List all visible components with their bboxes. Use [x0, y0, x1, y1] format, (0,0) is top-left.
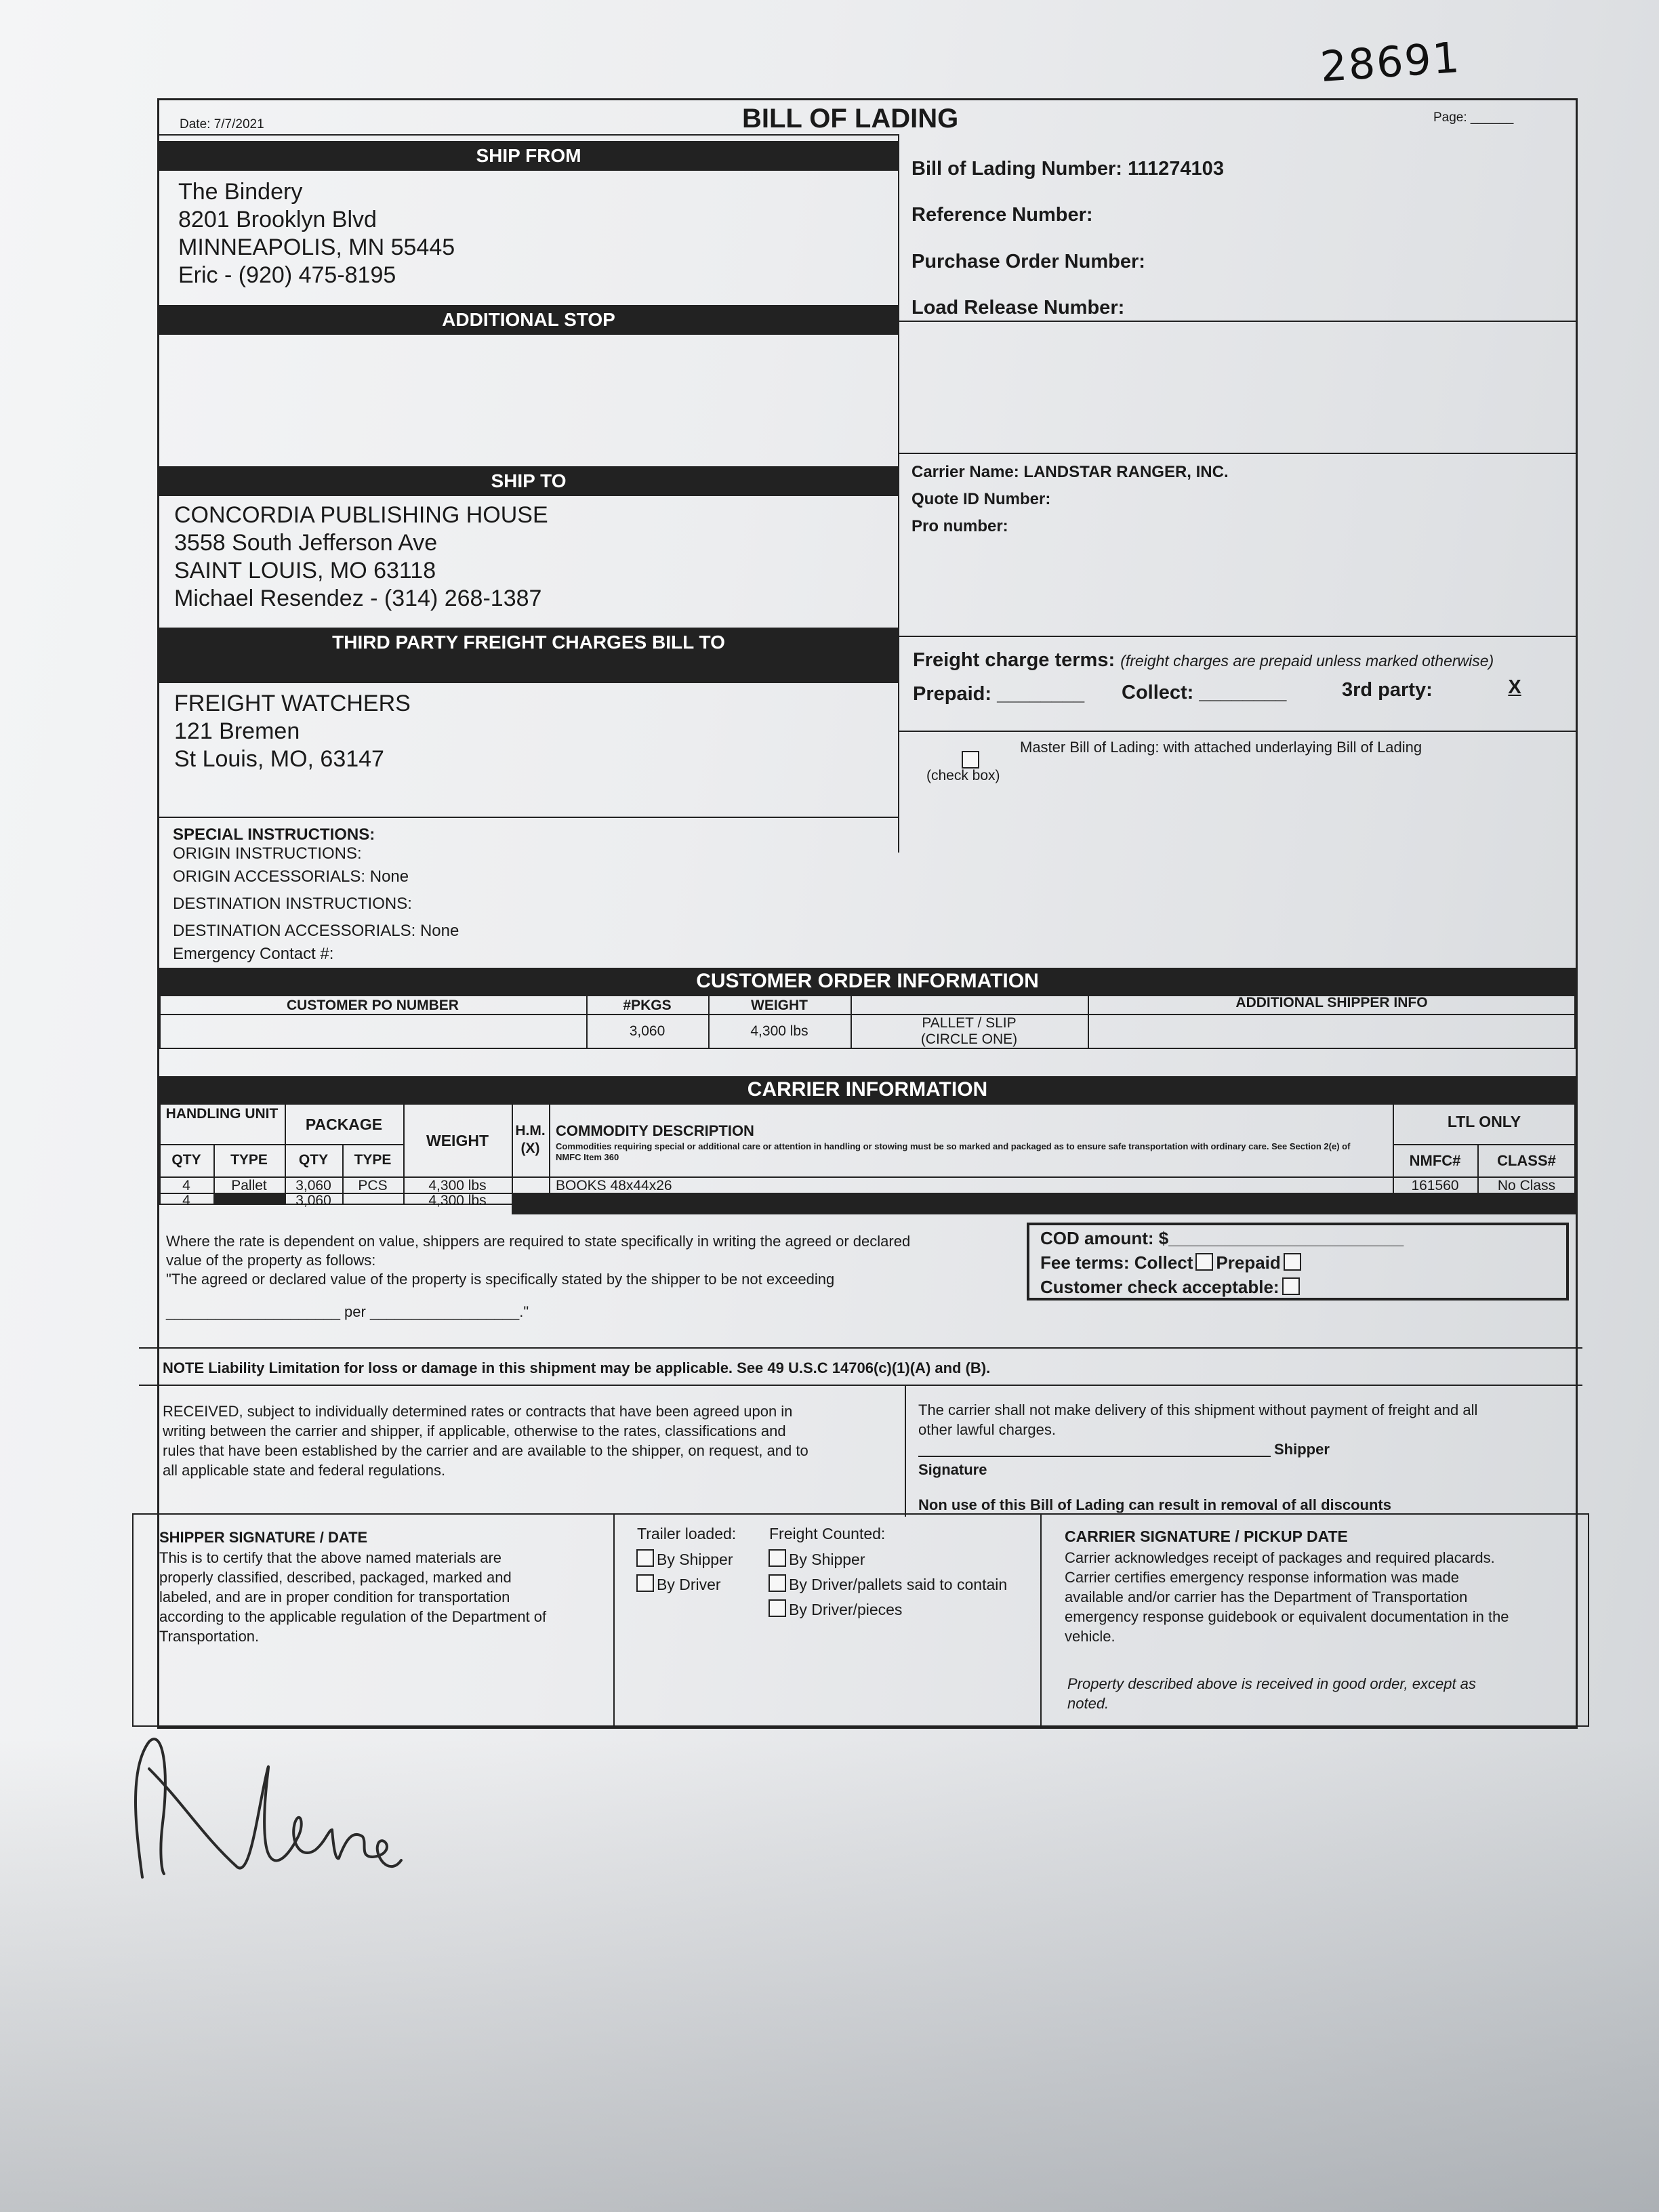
ltl-only-header: LTL ONLY [1447, 1113, 1521, 1130]
property-received-note: Property described above is received in good order, except as noted. [1067, 1675, 1476, 1712]
row1-nmfc: 161560 [1411, 1178, 1459, 1193]
collect-field[interactable]: Collect: ________ [1122, 682, 1287, 703]
row1-hu-qty: 4 [182, 1178, 190, 1193]
fee-terms: Fee terms: Collect Prepaid [1040, 1252, 1304, 1273]
shipper-label: Shipper [1274, 1441, 1330, 1458]
fee-prepaid-checkbox[interactable] [1284, 1253, 1301, 1271]
carrier-signature-text: Carrier acknowledges receipt of packages and required placards. Carrier certifies emergency response information was made available and/or carrier has the Department of Transportation emergency response guidebook or equivalent documentation in the vehicle. [1065, 1549, 1509, 1645]
row1-class: No Class [1497, 1178, 1556, 1193]
carrier-signature-heading: CARRIER SIGNATURE / PICKUP DATE [1065, 1528, 1348, 1545]
form-title: BILL OF LADING [742, 104, 959, 134]
col-customer-po: CUSTOMER PO NUMBER [287, 998, 459, 1013]
ship-to-heading: SHIP TO [159, 466, 898, 496]
third-party-heading: THIRD PARTY FREIGHT CHARGES BILL TO [159, 628, 898, 683]
fee-collect-checkbox[interactable] [1195, 1253, 1213, 1271]
quote-id: Quote ID Number: [912, 490, 1051, 508]
row1-description: BOOKS 48x44x26 [556, 1178, 672, 1193]
purchase-order-number: Purchase Order Number: [912, 251, 1145, 272]
date: Date: 7/7/2021 [180, 117, 264, 131]
customer-check-checkbox[interactable] [1282, 1277, 1300, 1295]
master-bol-checkbox[interactable] [959, 751, 982, 770]
cod-amount[interactable]: COD amount: $________________________ [1040, 1228, 1404, 1248]
master-bol-text: Master Bill of Lading: with attached underlaying Bill of Lading [1020, 739, 1422, 756]
counted-by-driver-pieces[interactable]: By Driver/pieces [766, 1599, 902, 1619]
ship-from-address: The Bindery 8201 Brooklyn Blvd MINNEAPOLIS, MN 55445 Eric - (920) 475-8195 [178, 179, 455, 288]
class-header: CLASS# [1497, 1152, 1556, 1169]
counted-by-shipper[interactable]: By Shipper [766, 1549, 865, 1569]
hu-qty-header: QTY [171, 1152, 201, 1168]
row2-weight: 4,300 lbs [428, 1193, 487, 1208]
row1-weight: 4,300 lbs [428, 1178, 487, 1193]
package-header: PACKAGE [305, 1115, 383, 1133]
col-pkgs: #PKGS [623, 998, 672, 1013]
commodity-note: Commodities requiring special or additional care or attention in handling or stowing must be so marked and packaged as to ensure safe transportation with ordinary care. See Section 2(e) of NMFC Item 360 [556, 1141, 1351, 1162]
customer-order-heading: CUSTOMER ORDER INFORMATION [159, 968, 1576, 995]
reference-number: Reference Number: [912, 204, 1093, 226]
special-instructions: SPECIAL INSTRUCTIONS: ORIGIN INSTRUCTIONS: ORIGIN ACCESSORIALS: None DESTINATION INSTRUCTIONS: DESTINATION ACCESSORIALS: None Emergency Contact #: [173, 825, 459, 963]
shipper-signature-text: This is to certify that the above named materials are properly classified, described, packaged, marked and labeled, and are in proper condition for transportation according to the applicable regulation of the Department of Transportation. [159, 1549, 547, 1645]
bol-number: Bill of Lading Number: 111274103 [912, 158, 1224, 180]
pkg-qty-header: QTY [298, 1152, 329, 1168]
weight-header: WEIGHT [426, 1132, 489, 1149]
pkgs-value: 3,060 [629, 1023, 665, 1039]
pkg-type-header: TYPE [354, 1152, 392, 1168]
additional-stop-heading: ADDITIONAL STOP [159, 305, 898, 335]
check-box-label: (check box) [926, 768, 1000, 783]
prepaid-field[interactable]: Prepaid: ________ [913, 683, 1085, 705]
received-terms: RECEIVED, subject to individually determined rates or contracts that have been agreed upon in writing between the carrier and shipper, if applicable, otherwise to the rates, classifications and rules that have been established by the carrier and are available to the shipper, on request, and to all applicable state and federal regulations. [163, 1403, 808, 1479]
pro-number: Pro number: [912, 517, 1008, 535]
commodity-header: COMMODITY DESCRIPTION [556, 1122, 754, 1139]
carrier-info-heading: CARRIER INFORMATION [159, 1076, 1576, 1103]
row2-pkg-qty: 3,060 [295, 1193, 331, 1208]
col-weight: WEIGHT [751, 998, 808, 1013]
trailer-loaded-heading: Trailer loaded: [637, 1525, 737, 1542]
handwritten-signature [122, 1728, 407, 1891]
hm-header: H.M. (X) [515, 1123, 546, 1156]
counted-by-driver-pallets[interactable]: By Driver/pallets said to contain [766, 1574, 1007, 1594]
row1-hu-type: Pallet [231, 1178, 267, 1193]
third-party-mark[interactable]: X [1508, 676, 1521, 698]
bill-of-lading-form [157, 98, 1578, 1729]
handling-unit-header: HANDLING UNIT [165, 1106, 279, 1122]
carrier-delivery-terms: The carrier shall not make delivery of this shipment without payment of freight and all other lawful charges. [918, 1401, 1478, 1438]
row1-pkg-type: PCS [358, 1178, 388, 1193]
third-party-address: FREIGHT WATCHERS 121 Bremen St Louis, MO, 63147 [174, 691, 411, 772]
hu-type-header: TYPE [230, 1152, 268, 1168]
shipper-signature-heading: SHIPPER SIGNATURE / DATE [159, 1529, 368, 1546]
col-additional-info: ADDITIONAL SHIPPER INFO [1235, 995, 1428, 1010]
freight-terms: Freight charge terms: (freight charges are prepaid unless marked otherwise) [913, 649, 1494, 671]
value-declaration: Where the rate is dependent on value, shippers are required to state specifically in writing the agreed or declared value of the property as follows: "The agreed or declared value of the property is specifically stated by the shipper to be not exceeding _____________________ per __________________." [166, 1233, 911, 1320]
liability-note: NOTE Liability Limitation for loss or damage in this shipment may be applicable. See 49 U.S.C 14706(c)(1)(A) and (B). [163, 1359, 991, 1376]
carrier-name: Carrier Name: LANDSTAR RANGER, INC. [912, 463, 1229, 481]
row2-hu-qty: 4 [182, 1193, 190, 1208]
trailer-by-driver[interactable]: By Driver [634, 1574, 721, 1594]
ship-to-address: CONCORDIA PUBLISHING HOUSE 3558 South Jefferson Ave SAINT LOUIS, MO 63118 Michael Resendez - (314) 268-1387 [174, 502, 548, 611]
row1-pkg-qty: 3,060 [295, 1178, 331, 1193]
weight-value: 4,300 lbs [750, 1023, 808, 1039]
load-release-number: Load Release Number: [912, 297, 1125, 319]
pallet-slip[interactable]: PALLET / SLIP (CIRCLE ONE) [920, 1015, 1018, 1047]
freight-counted-heading: Freight Counted: [769, 1525, 886, 1542]
trailer-by-shipper[interactable]: By Shipper [634, 1549, 733, 1569]
non-use-note: Non use of this Bill of Lading can result in removal of all discounts [918, 1496, 1391, 1513]
customer-check: Customer check acceptable: [1040, 1277, 1303, 1298]
handwritten-number: 28691 [1318, 32, 1462, 92]
ship-from-heading: SHIP FROM [159, 141, 898, 171]
page-number: Page: ______ [1433, 110, 1514, 125]
third-party-field: 3rd party: [1342, 679, 1433, 701]
nmfc-header: NMFC# [1409, 1152, 1461, 1169]
signature-label: Signature [918, 1461, 987, 1478]
